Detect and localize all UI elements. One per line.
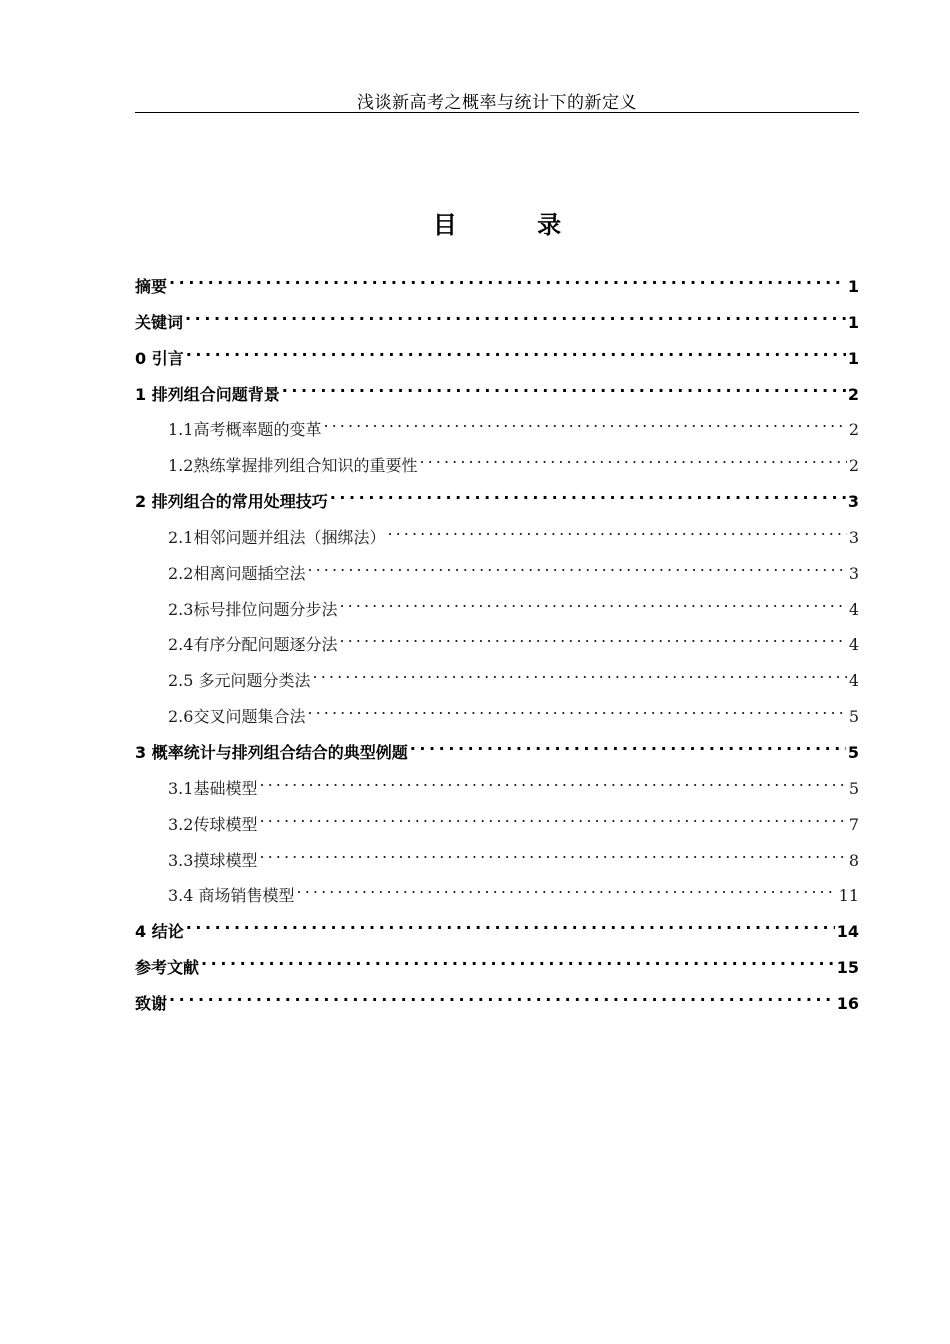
toc-leader-dots — [297, 875, 837, 901]
toc-entry[interactable] — [135, 696, 859, 732]
toc-entry-page: 3 — [848, 563, 859, 583]
toc-entry-label: 参考文献 — [135, 958, 200, 978]
toc-entry[interactable] — [135, 947, 859, 983]
toc-leader-dots — [330, 481, 846, 507]
toc-entry[interactable] — [135, 804, 859, 840]
toc-entry-page: 4 — [848, 635, 859, 655]
toc-entry-page: 1 — [847, 312, 859, 332]
header-rule — [135, 112, 859, 113]
toc-entry-page: 7 — [848, 814, 859, 834]
toc-entry-label: 2 排列组合的常用处理技巧 — [135, 492, 328, 512]
toc-leader-dots — [387, 517, 846, 543]
toc-entry-label: 摘要 — [135, 277, 168, 296]
toc-entry[interactable] — [135, 445, 859, 481]
toc-entry-page: 1 — [847, 277, 859, 296]
toc-leader-dots — [339, 589, 846, 615]
toc-leader-dots — [259, 768, 846, 794]
toc-leader-dots — [259, 804, 846, 830]
toc-leader-dots — [313, 660, 847, 686]
toc-entry-label: 2.4有序分配问题逐分法 — [168, 635, 338, 655]
running-header-title: 浅谈新高考之概率与统计下的新定义 — [357, 93, 637, 113]
toc-entry-page: 15 — [836, 958, 859, 978]
toc-title: 目 录 — [432, 211, 598, 239]
toc-leader-dots — [282, 374, 846, 400]
toc-leader-dots — [339, 624, 846, 650]
table-of-contents — [135, 266, 859, 1019]
toc-entry[interactable] — [135, 553, 859, 589]
toc-entry-label: 2.1相邻问题并组法（捆绑法） — [168, 527, 386, 547]
toc-leader-dots — [169, 266, 846, 292]
toc-leader-dots — [419, 445, 846, 471]
toc-entry-label: 3 概率统计与排列组合结合的典型例题 — [135, 742, 408, 762]
toc-entry-page: 4 — [848, 671, 859, 691]
toc-entry[interactable] — [135, 840, 859, 876]
toc-entry[interactable] — [135, 732, 859, 768]
toc-entry-page: 5 — [848, 778, 859, 798]
toc-entry-label: 2.3标号排位问题分步法 — [168, 599, 338, 619]
toc-leader-dots — [185, 302, 846, 328]
toc-entry[interactable] — [135, 589, 859, 625]
toc-leader-dots — [410, 732, 846, 758]
toc-entry-page: 4 — [848, 599, 859, 619]
toc-entry-label: 1.1高考概率题的变革 — [168, 420, 322, 440]
toc-entry[interactable] — [135, 660, 859, 696]
toc-entry[interactable] — [135, 768, 859, 804]
toc-entry-label: 0 引言 — [135, 348, 184, 368]
toc-entry-page: 2 — [847, 384, 859, 404]
toc-leader-dots — [201, 947, 835, 973]
toc-entry-label: 2.5 多元问题分类法 — [168, 671, 311, 691]
toc-entry[interactable] — [135, 983, 859, 1019]
toc-leader-dots — [186, 911, 835, 937]
toc-entry[interactable] — [135, 875, 859, 911]
toc-leader-dots — [323, 409, 846, 435]
toc-entry-label: 4 结论 — [135, 922, 184, 942]
toc-entry-page: 16 — [836, 993, 859, 1013]
toc-entry[interactable] — [135, 302, 859, 338]
toc-entry-label: 2.2相离问题插空法 — [168, 563, 306, 583]
toc-leader-dots — [259, 840, 846, 866]
toc-entry-page: 2 — [848, 456, 859, 476]
toc-entry[interactable] — [135, 481, 859, 517]
toc-entry-label: 1.2熟练掌握排列组合知识的重要性 — [168, 456, 418, 476]
toc-entry[interactable] — [135, 517, 859, 553]
toc-entry-label: 2.6交叉问题集合法 — [168, 707, 306, 727]
toc-entry[interactable] — [135, 911, 859, 947]
toc-entry-label: 致谢 — [135, 993, 168, 1013]
toc-entry-page: 5 — [848, 707, 859, 727]
toc-entry-label: 3.4 商场销售模型 — [168, 886, 295, 906]
toc-entry-label: 3.1基础模型 — [168, 778, 258, 798]
toc-entry[interactable] — [135, 338, 859, 374]
toc-entry-page: 11 — [838, 886, 859, 906]
toc-entry-page: 8 — [848, 850, 859, 870]
toc-entry-page: 14 — [836, 922, 859, 942]
toc-entry-label: 1 排列组合问题背景 — [135, 384, 280, 404]
toc-entry-page: 5 — [847, 742, 859, 762]
toc-entry-label: 3.2传球模型 — [168, 814, 258, 834]
toc-leader-dots — [186, 338, 846, 364]
toc-entry-page: 3 — [848, 527, 859, 547]
toc-entry[interactable] — [135, 266, 859, 302]
toc-entry-label: 关键词 — [135, 312, 184, 332]
toc-entry[interactable] — [135, 409, 859, 445]
toc-entry-page: 1 — [847, 348, 859, 368]
toc-entry-page: 2 — [848, 420, 859, 440]
toc-entry-page: 3 — [847, 492, 859, 512]
toc-leader-dots — [307, 553, 846, 579]
toc-entry[interactable] — [135, 624, 859, 660]
toc-entry-label: 3.3摸球模型 — [168, 850, 258, 870]
toc-leader-dots — [169, 983, 835, 1009]
toc-entry[interactable] — [135, 374, 859, 410]
toc-leader-dots — [307, 696, 846, 722]
